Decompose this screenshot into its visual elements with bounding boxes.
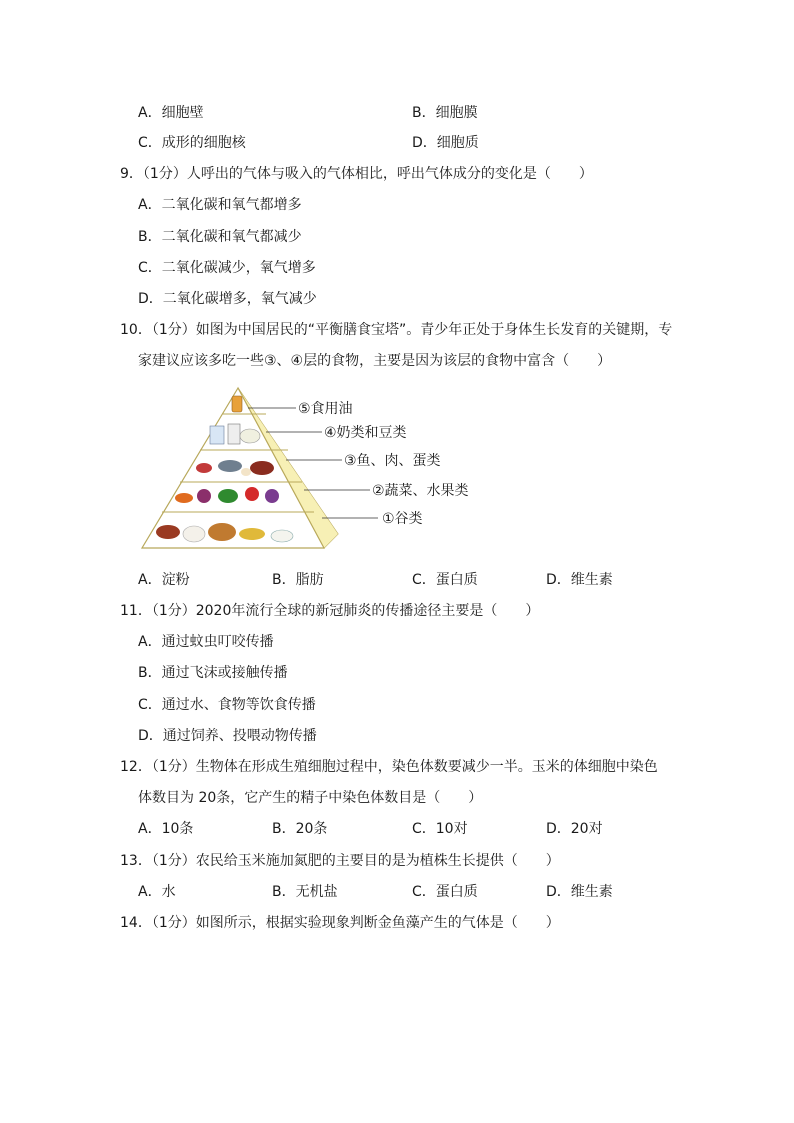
rice-bowl-icon [271, 530, 293, 542]
q13-stem: 13．（1分）农民给玉米施加氮肥的主要目的是为植株生长提供（ ） [120, 853, 560, 869]
tofu-icon [240, 429, 260, 443]
q9-stem: 9．（1分）人呼出的气体与吸入的气体相比，呼出气体成分的变化是（ ） [120, 166, 593, 182]
q13-option-d[interactable]: D．维生素 [546, 884, 613, 900]
q10-stem-line1: 10．（1分）如图为中国居民的“平衡膳食宝塔”。青少年正处于身体生长发育的关键期，专 [120, 322, 673, 338]
sausage-icon [250, 461, 274, 475]
carrot-icon [175, 493, 193, 503]
meat-icon [196, 463, 212, 473]
bun-icon [183, 526, 205, 542]
q12-stem-line2: 体数目为 20条，它产生的精子中染色体数目是（ ） [138, 790, 483, 806]
q11-stem: 11．（1分）2020年流行全球的新冠肺炎的传播途径主要是（ ） [120, 603, 540, 619]
q10-option-c[interactable]: C．蛋白质 [412, 572, 478, 588]
pyramid-label-4: ④奶类和豆类 [324, 425, 407, 441]
milk-carton-icon [210, 426, 224, 444]
q8-option-d[interactable]: D．细胞质 [412, 135, 479, 151]
q12-option-d[interactable]: D．20对 [546, 821, 603, 837]
q10-option-b[interactable]: B．脂肪 [272, 572, 324, 588]
q10-stem-line2: 家建议应该多吃一些③、④层的食物，主要是因为该层的食物中富含（ ） [138, 353, 612, 369]
egg-icon [241, 468, 251, 476]
corn-icon [239, 528, 265, 540]
oil-bottle-icon [232, 396, 242, 412]
q10-option-d[interactable]: D．维生素 [546, 572, 613, 588]
q12-option-c[interactable]: C．10对 [412, 821, 468, 837]
q14-stem: 14．（1分）如图所示，根据实验现象判断金鱼藻产生的气体是（ ） [120, 915, 560, 931]
q9-option-d[interactable]: D．二氧化碳增多，氧气减少 [138, 291, 317, 307]
q13-option-c[interactable]: C．蛋白质 [412, 884, 478, 900]
q12-option-b[interactable]: B．20条 [272, 821, 328, 837]
apple-icon [245, 487, 259, 501]
q11-option-c[interactable]: C．通过水、食物等饮食传播 [138, 697, 316, 713]
q8-option-c[interactable]: C．成形的细胞核 [138, 135, 246, 151]
q8-option-a[interactable]: A．细胞壁 [138, 105, 204, 121]
q9-option-a[interactable]: A．二氧化碳和氧气都增多 [138, 197, 302, 213]
pyramid-label-2: ②蔬菜、水果类 [372, 483, 469, 499]
q9-option-c[interactable]: C．二氧化碳减少，氧气增多 [138, 260, 316, 276]
q8-option-b[interactable]: B．细胞膜 [412, 105, 478, 121]
fish-icon [218, 460, 242, 472]
pyramid-label-1: ①谷类 [382, 511, 423, 527]
grapes-icon [265, 489, 279, 503]
eggplant-icon [197, 489, 211, 503]
q12-stem-line1: 12．（1分）生物体在形成生殖细胞过程中，染色体数要减少一半。玉米的体细胞中染色 [120, 759, 658, 775]
q10-option-a[interactable]: A．淀粉 [138, 572, 190, 588]
sweet-potato-icon [156, 525, 180, 539]
q11-option-a[interactable]: A．通过蚊虫叮咬传播 [138, 634, 274, 650]
q13-option-b[interactable]: B．无机盐 [272, 884, 338, 900]
q12-option-a[interactable]: A．10条 [138, 821, 194, 837]
food-pyramid-figure [138, 384, 498, 556]
q11-option-d[interactable]: D．通过饲养、投喂动物传播 [138, 728, 317, 744]
pyramid-label-5: ⑤食用油 [298, 401, 353, 417]
vegetable-icon [218, 489, 238, 503]
q9-option-b[interactable]: B．二氧化碳和氧气都减少 [138, 229, 302, 245]
pyramid-label-3: ③鱼、肉、蛋类 [344, 453, 441, 469]
bread-icon [208, 523, 236, 541]
q11-option-b[interactable]: B．通过飞沫或接触传播 [138, 665, 288, 681]
milk-bottle-icon [228, 424, 240, 444]
q13-option-a[interactable]: A．水 [138, 884, 176, 900]
